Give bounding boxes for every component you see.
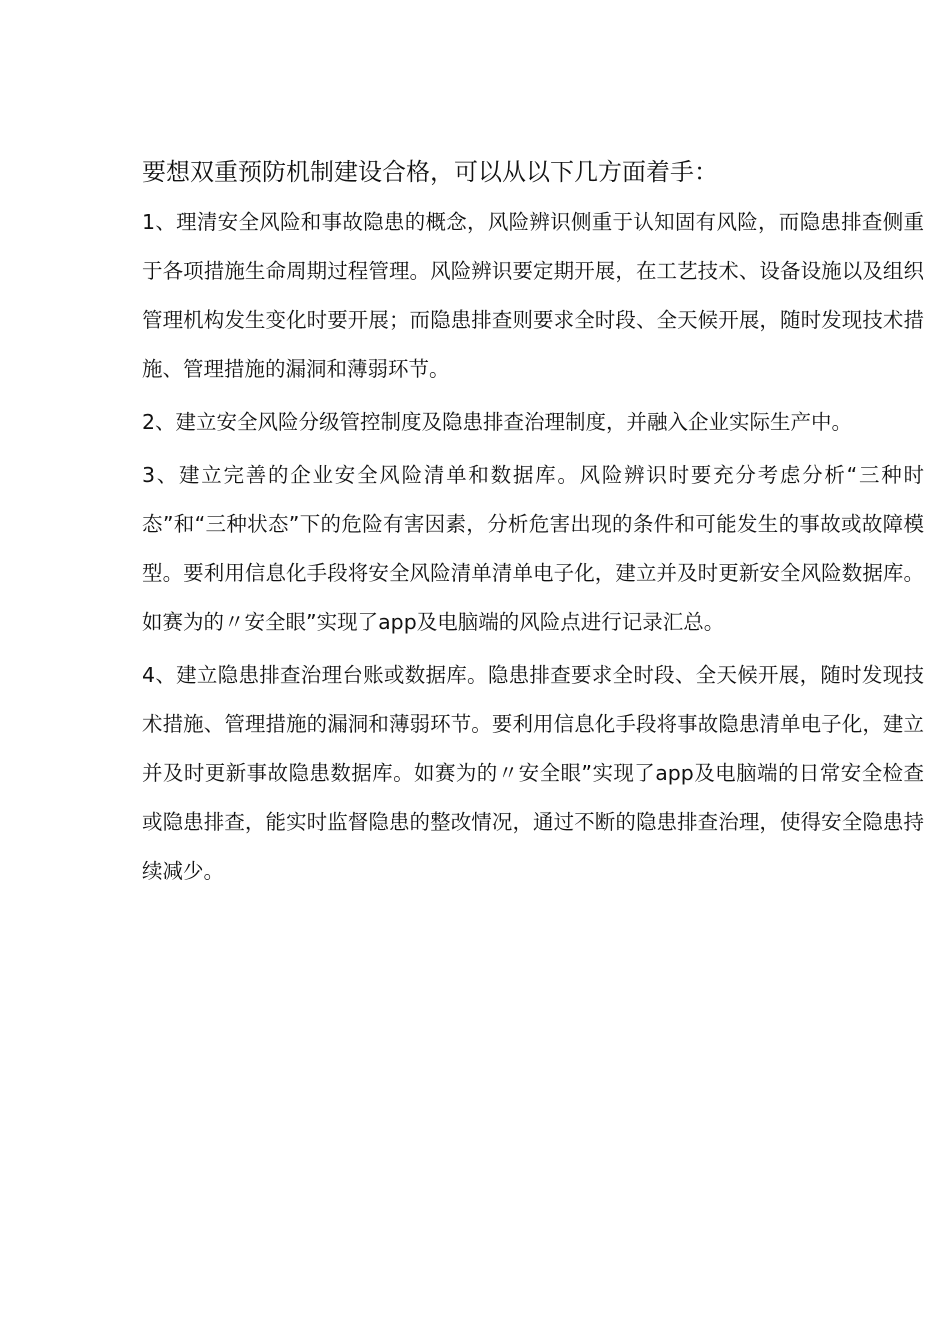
paragraph-2: 2、建立安全风险分级管控制度及隐患排查治理制度，并融入企业实际生产中。: [142, 410, 853, 434]
paragraph-1: 1、理清安全风险和事故隐患的概念，风险辨识侧重于认知固有风险，而隐患排查侧重于各项措施生命周期过程管理。风险辨识要定期开展，在工艺技术、设备设施以及组织管理机构发生变化时要开展；而隐患排查则要求全时段、全天候开展，随时发现技术措施、管理措施的漏洞和薄弱环节。: [142, 210, 924, 381]
paragraph-4: 4、建立隐患排查治理台账或数据库。隐患排查要求全时段、全天候开展，随时发现技术措施、管理措施的漏洞和薄弱环节。要利用信息化手段将事故隐患清单电子化，建立并及时更新事故隐患数据库。如赛为的〃安全眼”实现了app及电脑端的日常安全检查或隐患排查，能实时监督隐患的整改情况，通过不断的隐患排查治理，使得安全隐患持续减少。: [142, 663, 924, 883]
document-heading: 要想双重预防机制建设合格，可以从以下几方面着手：: [142, 158, 718, 186]
document-body: [142, 150, 924, 896]
paragraph-3: 3、建立完善的企业安全风险清单和数据库。风险辨识时要充分考虑分析“三种时态”和“三种状态”下的危险有害因素，分析危害出现的条件和可能发生的事故或故障模型。要利用信息化手段将安全风险清单清单电子化，建立并及时更新安全风险数据库。如赛为的〃安全眼”实现了app及电脑端的风险点进行记录汇总。: [142, 463, 924, 634]
